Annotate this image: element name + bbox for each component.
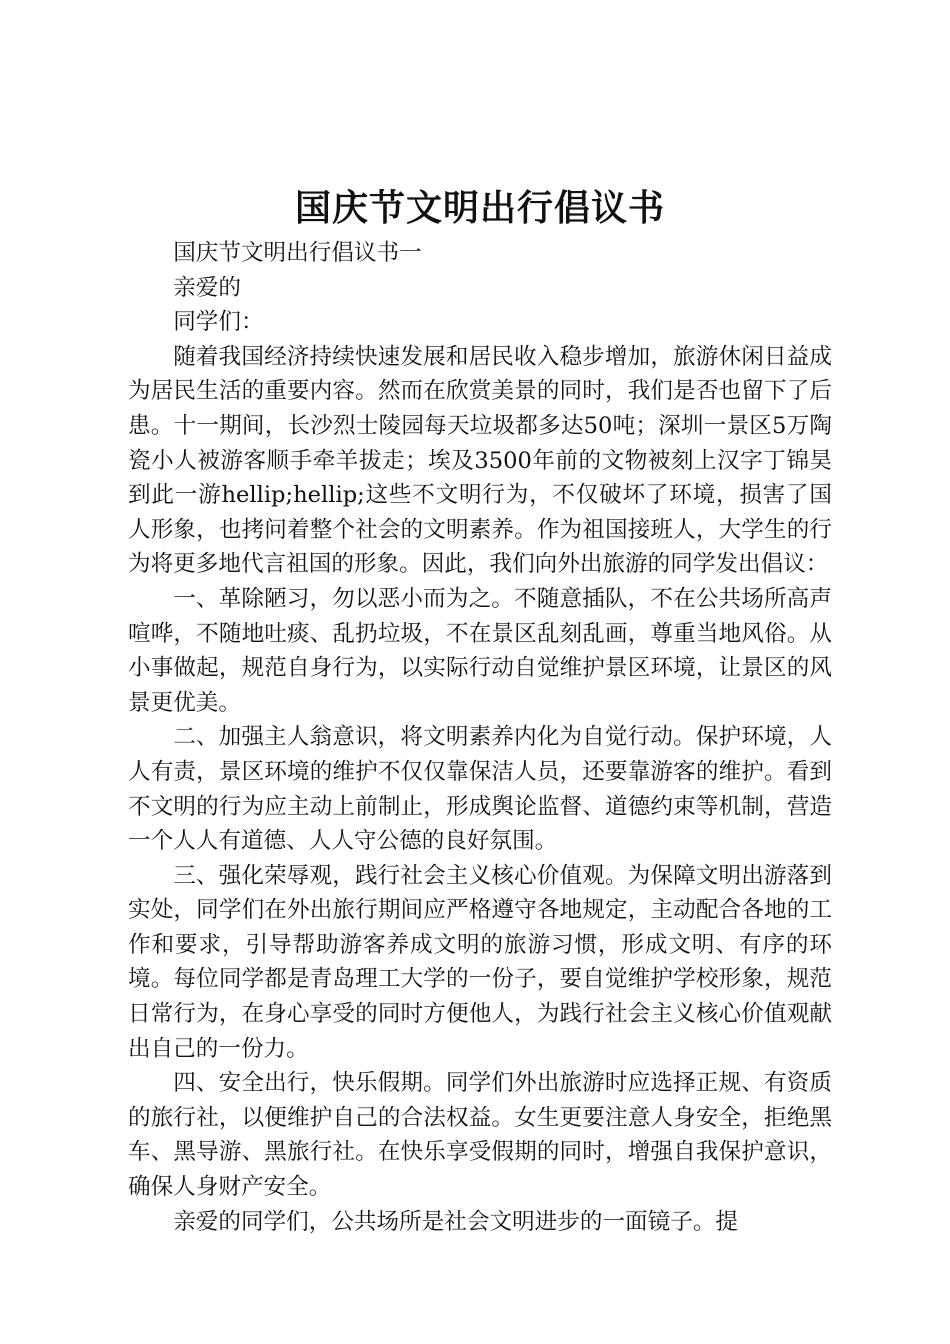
paragraph-proposal-2: 二、加强主人翁意识，将文明素养内化为自觉行动。保护环境，人人有责，景区环境的维护不仅仅靠保洁人员，还要靠游客的维护。看到不文明的行为应主动上前制止，形成舆论监督、道德约束等机制，营造一个人人有道德、人人守公德的良好氛围。 [128,724,832,855]
paragraph-proposal-3: 三、强化荣辱观，践行社会主义核心价值观。为保障文明出游落到实处，同学们在外出旅行期间应严格遵守各地规定，主动配合各地的工作和要求，引导帮助游客养成文明的旅游习惯，形成文明、有序的环境。每位同学都是青岛理工大学的一份子，要自觉维护学校形象，规范日常行为，在身心享受的同时方便他人，为践行社会主义核心价值观献出自己的一份力。 [128,862,832,1062]
paragraph-intro: 随着我国经济持续快速发展和居民收入稳步增加，旅游休闲日益成为居民生活的重要内容。然而在欣赏美景的同时，我们是否也留下了后患。十一期间，长沙烈士陵园每天垃圾都多达50吨；深圳一景区5万陶瓷小人被游客顺手牵羊拔走；埃及3500年前的文物被刻上汉字丁锦昊到此一游hellip;hellip;这些不文明行为，不仅破坏了环境，损害了国人形象，也拷问着整个社会的文明素养。作为祖国接班人，大学生的行为将更多地代言祖国的形象。因此，我们向外出旅游的同学发出倡议： [128,343,832,578]
greeting-line-2: 同学们： [173,309,264,336]
paragraph-closing: 亲爱的同学们，公共场所是社会文明进步的一面镜子。提 [173,1208,739,1235]
paragraph-proposal-1: 一、革除陋习，勿以恶小而为之。不随意插队，不在公共场所高声喧哗，不随地吐痰、乱扔垃圾，不在景区乱刻乱画，尊重当地风俗。从小事做起，规范自身行为，以实际行动自觉维护景区环境，让景区的风景更优美。 [128,585,832,716]
document-page [128,180,832,1239]
greeting-line-1: 亲爱的 [173,274,241,301]
document-subtitle: 国庆节文明出行倡议书一 [173,240,422,266]
document-title: 国庆节文明出行倡议书 [294,187,665,229]
paragraph-proposal-4: 四、安全出行，快乐假期。同学们外出旅游时应选择正规、有资质的旅行社，以便维护自己的合法权益。女生更要注意人身安全，拒绝黑车、黑导游、黑旅行社。在快乐享受假期的同时，增强自我保护意识，确保人身财产安全。 [128,1070,832,1201]
